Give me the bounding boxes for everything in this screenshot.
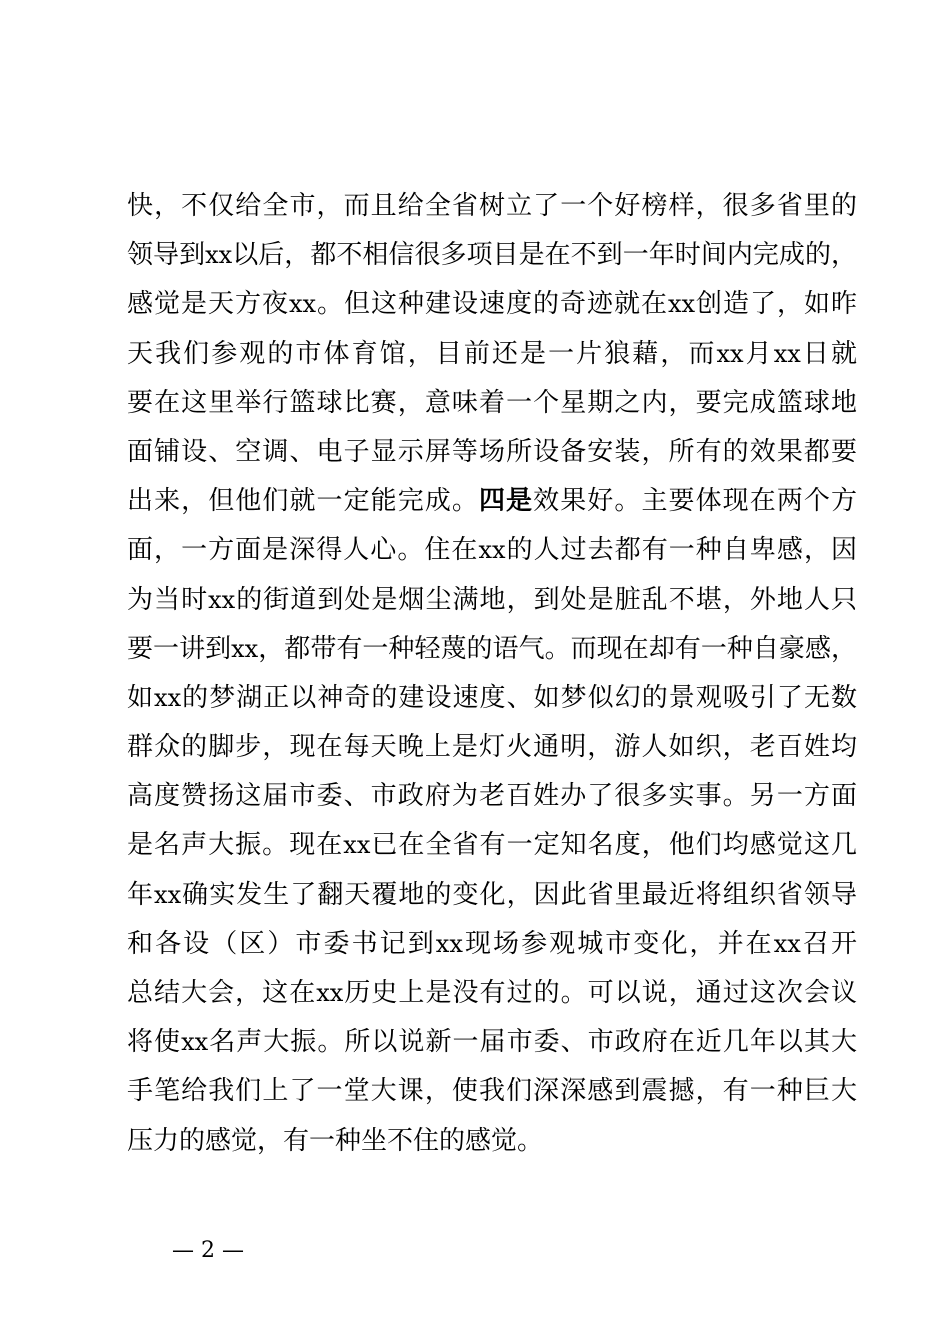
text-run: 快，不仅给全市，而且给全省树立了一个好榜样，很多省里的 [127, 191, 857, 221]
text-run: 召开 [800, 928, 857, 959]
placeholder-text: xx [205, 241, 233, 270]
text-run: 要一讲到 [127, 633, 232, 664]
text-run: 月 [743, 338, 774, 369]
text-run: 确实发生了翻天覆地的变化，因此省里最近将组织省领导 [181, 879, 857, 910]
text-line [127, 969, 857, 1018]
text-run: 年 [127, 879, 155, 910]
placeholder-text: xx [316, 979, 344, 1007]
placeholder-text: xx [231, 634, 259, 663]
text-run: ，都带有一种轻蔑的语气。而现在却有一种自豪感， [258, 633, 857, 664]
text-line [127, 1018, 857, 1067]
text-line [127, 231, 857, 280]
placeholder-text: xx [478, 536, 506, 565]
text-run: 要在这里举行篮球比赛，意味着一个星期之内，要完成篮球地 [127, 387, 857, 418]
text-run: 日就 [800, 338, 857, 369]
text-run: 总结大会，这在 [127, 978, 317, 1008]
text-line [127, 477, 857, 526]
text-run: 以后，都不相信很多项目是在不到一年时间内完成的， [232, 240, 857, 271]
text-line [127, 182, 857, 231]
text-line [127, 330, 857, 379]
text-line [127, 526, 857, 575]
placeholder-text: xx [343, 831, 371, 860]
text-run: 和各设（区）市委书记到 [127, 928, 436, 959]
text-line [127, 772, 857, 821]
text-run: 感觉是天方夜 [127, 289, 289, 320]
text-run: 的人过去都有一种自卑感，因 [505, 535, 857, 566]
text-run: 效果好。主要体现在两个方 [533, 486, 857, 517]
text-run: 将使 [127, 1027, 182, 1058]
text-line [127, 674, 857, 723]
text-run: 的梦湖正以神奇的建设速度、如梦似幻的景观吸引了无数 [181, 682, 857, 713]
text-run: 如 [127, 682, 155, 713]
text-line [127, 920, 857, 969]
placeholder-text: xx [716, 339, 744, 368]
placeholder-text: xx [154, 880, 182, 909]
text-run: 出来，但他们就一定能完成。 [127, 486, 479, 517]
body-paragraph [127, 182, 857, 1166]
page-number: — 2 — [172, 1238, 244, 1263]
text-run: 面铺设、空调、电子显示屏等场所设备安装，所有的效果都要 [127, 436, 857, 467]
text-run: 压力的感觉，有一种坐不住的感觉。 [127, 1125, 544, 1156]
emphasis-text: 四是 [478, 486, 534, 517]
text-line [127, 576, 857, 625]
placeholder-text: xx [181, 1028, 209, 1057]
text-run: 历史上是没有过的。可以说，通过这次会议 [343, 978, 857, 1008]
text-run: 名声大振。所以说新一届市委、市政府在近几年以其大 [208, 1027, 857, 1058]
placeholder-text: xx [435, 929, 463, 958]
text-line [127, 625, 857, 674]
placeholder-text: xx [667, 290, 696, 319]
placeholder-text: xx [208, 585, 236, 614]
text-line [127, 280, 857, 329]
text-run: 。但这种建设速度的奇迹就在 [316, 289, 668, 320]
text-run: 群众的脚步，现在每天晚上是灯火通明，游人如织，老百姓均 [127, 732, 857, 763]
placeholder-text: xx [288, 290, 317, 319]
text-run: 的街道到处是烟尘满地，到处是脏乱不堪，外地人只 [235, 584, 857, 615]
text-run: 已在全省有一定知名度，他们均感觉这几 [370, 830, 857, 861]
text-run: 创造了，如昨 [695, 289, 857, 320]
text-line [127, 1117, 857, 1166]
text-line [127, 871, 857, 920]
placeholder-text: xx [773, 339, 801, 368]
text-line [127, 1067, 857, 1116]
text-run: 手笔给我们上了一堂大课，使我们深深感到震撼，有一种巨大 [127, 1076, 857, 1107]
text-line [127, 379, 857, 428]
text-line [127, 821, 857, 870]
text-run: 天我们参观的市体育馆，目前还是一片狼藉，而 [127, 338, 717, 369]
text-run: 面，一方面是深得人心。住在 [127, 535, 479, 566]
text-line [127, 428, 857, 477]
text-line [127, 723, 857, 772]
text-run: 现场参观城市变化，并在 [462, 928, 774, 959]
placeholder-text: xx [154, 683, 182, 712]
placeholder-text: xx [773, 929, 801, 958]
text-run: 领导到 [127, 240, 206, 271]
text-run: 高度赞扬这届市委、市政府为老百姓办了很多实事。另一方面 [127, 781, 857, 812]
text-run: 为当时 [127, 584, 209, 615]
text-run: 是名声大振。现在 [127, 830, 344, 861]
